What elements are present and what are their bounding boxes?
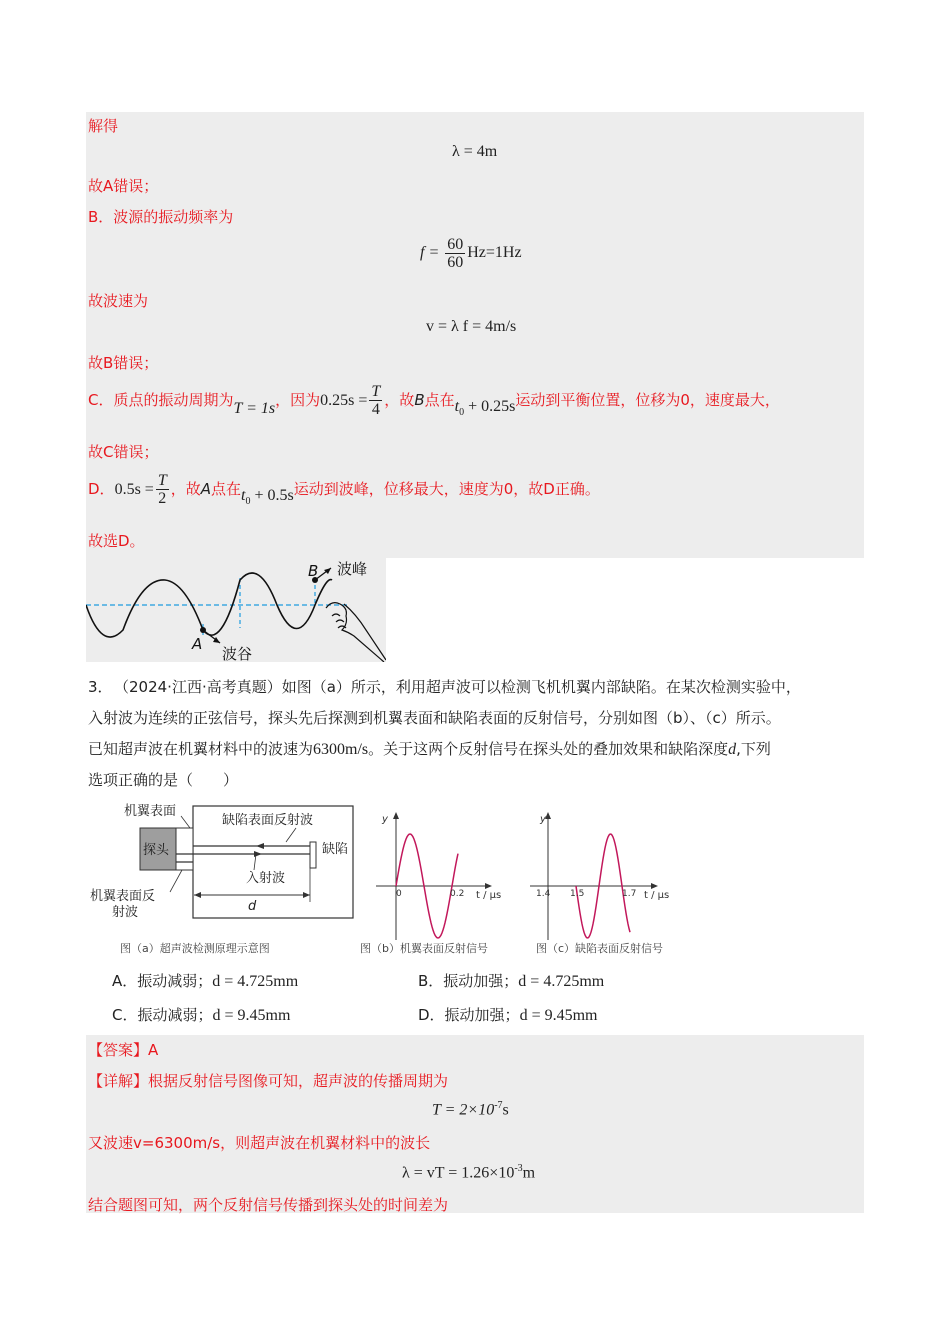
label-B: B (308, 562, 319, 580)
tick-17-c: 1.7 (622, 889, 637, 899)
question-line: 入射波为连续的正弦信号，探头先后探测到机翼表面和缺陷表面的反射信号，分别如图（b）、（c）所示。 (88, 709, 781, 727)
solution-line: 解得 (88, 117, 119, 135)
label-wing-reflect-1: 机翼表面反 (90, 889, 156, 904)
axis-t-c: t / μs (644, 890, 670, 901)
option-c[interactable]: C．振动减弱；d = 9.45mm (112, 1006, 291, 1024)
figure-c (530, 806, 680, 962)
option-b[interactable]: B．振动加强；d = 4.725mm (418, 972, 605, 990)
tick-14-c: 1.4 (536, 889, 551, 899)
tick-15-c: 1.5 (570, 889, 585, 899)
option-d[interactable]: D．振动加强；d = 9.45mm (418, 1006, 598, 1024)
question-line-3: 已知超声波在机翼材料中的波速为6300m/s。关于这两个反射信号在探头处的叠加效果和缺陷深度d,下列 (88, 740, 771, 758)
question-line: 选项正确的是（ ） (88, 771, 239, 789)
caption-c: 图（c）缺陷表面反射信号 (536, 942, 664, 955)
solution-line-d: D．0.5s = $\frac{T}{2}$ ，故A点在$t_0 + 0.5s$运动到波峰，位移最大，速度为0，故D正确。 (88, 472, 600, 508)
label-defect: 缺陷 (322, 842, 349, 857)
equation-frequency: f = $\frac{60}{60}$ Hz=1Hz (420, 236, 522, 271)
detail-line: 【详解】根据反射信号图像可知，超声波的传播周期为 (88, 1072, 449, 1090)
solution-line: B．波源的振动频率为 (88, 208, 234, 226)
label-A: A (192, 635, 203, 653)
solution-line-c: C．质点的振动周期为T = 1s，因为0.25s = $\frac{T}{4}$ ，故B点在$t_0 + 0.25s$运动到平衡位置，位移为0，速度最大， (88, 383, 780, 419)
equation-wavelength: λ = vT = $1.26\times 10^{-3}m$ (402, 1163, 536, 1182)
tick-zero-b: 0 (396, 889, 402, 899)
figure-b (360, 806, 510, 962)
tick-02-b: 0.2 (450, 889, 465, 899)
label-d: d (248, 899, 257, 914)
speed-line: 又波速v=6300m/s，则超声波在机翼材料中的波长 (88, 1134, 431, 1152)
label-trough: 波谷 (222, 645, 253, 662)
axis-y-c: y (540, 814, 546, 825)
label-peak: 波峰 (337, 560, 368, 578)
solution-line: 故A错误； (88, 177, 159, 195)
probe-face (176, 828, 193, 870)
caption-a: 图（a）超声波检测原理示意图 (120, 942, 270, 955)
solution-line: 故C错误； (88, 443, 159, 461)
hand-drawing (326, 603, 386, 662)
equation-period: $T = 2\times 10^{-7}s$ (432, 1100, 509, 1119)
answer-line: 【答案】A (88, 1041, 159, 1059)
axis-t-b: t / μs (476, 890, 502, 901)
label-probe: 探头 (143, 843, 170, 858)
equation-speed: v = λ f = 4m/s (426, 318, 517, 335)
label-wing-surface: 机翼表面 (124, 804, 177, 819)
label-wing-reflect-2: 射波 (112, 905, 139, 920)
caption-b: 图（b）机翼表面反射信号 (360, 942, 488, 955)
solution-line: 故选D。 (88, 532, 145, 550)
equation-lambda: λ = 4m (452, 143, 498, 160)
solution-line: 故B错误； (88, 354, 159, 372)
combine-line: 结合题图可知，两个反射信号传播到探头处的时间差为 (88, 1196, 449, 1214)
question-number: 3． (88, 678, 113, 696)
label-incident: 入射波 (246, 871, 286, 886)
option-a[interactable]: A．振动减弱；d = 4.725mm (112, 972, 299, 990)
defect-box (310, 842, 316, 868)
question-line: （2024·江西·高考真题）如图（a）所示，利用超声波可以检测飞机机翼内部缺陷。在某次检测实验中， (114, 678, 801, 696)
solution-line: 故波速为 (88, 292, 149, 310)
solution-block-bottom (86, 1035, 864, 1213)
label-defect-reflect: 缺陷表面反射波 (222, 813, 314, 828)
figure-a (86, 798, 358, 962)
axis-y-b: y (382, 814, 388, 825)
wave-figure (86, 558, 386, 662)
